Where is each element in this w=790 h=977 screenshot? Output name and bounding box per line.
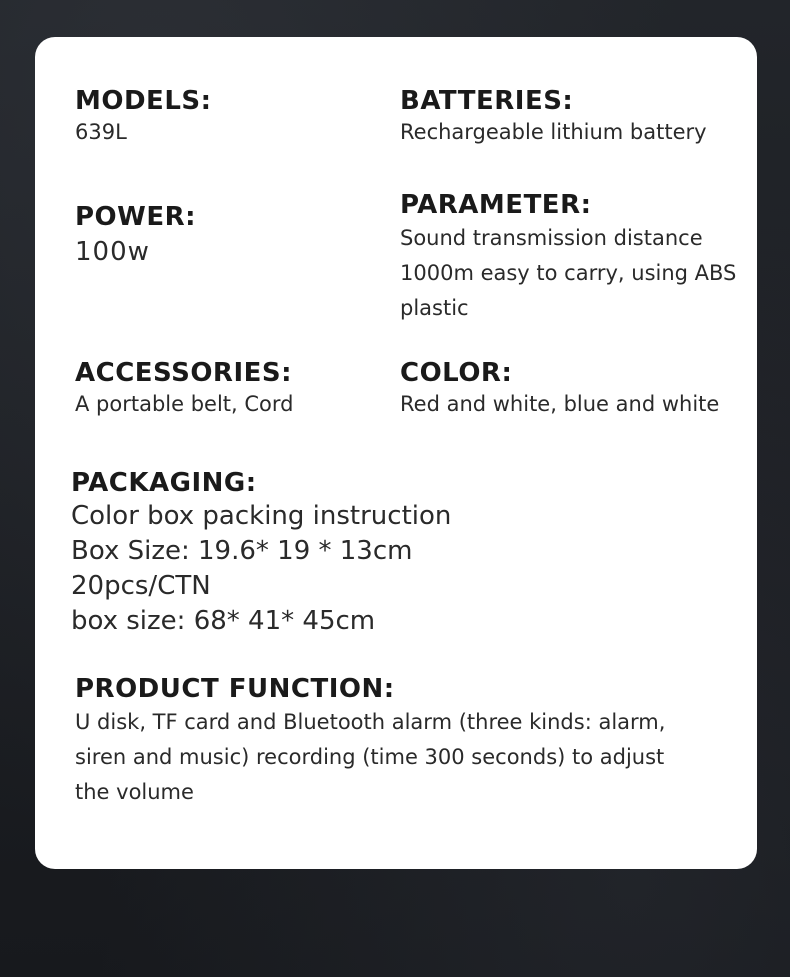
power-section (75, 201, 196, 271)
color-heading: COLOR: (400, 358, 513, 388)
parameter-line: plastic (400, 296, 469, 320)
product-function-line: U disk, TF card and Bluetooth alarm (three kinds: alarm, (75, 710, 666, 734)
packaging-line: Box Size: 19.6* 19 * 13cm (71, 536, 413, 566)
parameter-line: Sound transmission distance (400, 226, 703, 250)
product-function-heading: PRODUCT FUNCTION: (75, 674, 395, 704)
packaging-line: Color box packing instruction (71, 501, 452, 531)
packaging-line: box size: 68* 41* 45cm (71, 606, 376, 636)
batteries-heading: BATTERIES: (400, 86, 574, 116)
power-value: 100w (75, 237, 150, 267)
batteries-section (400, 85, 707, 147)
models-section (75, 85, 212, 147)
parameter-line: 1000m easy to carry, using ABS (400, 261, 737, 285)
batteries-value: Rechargeable lithium battery (400, 120, 707, 144)
models-value: 639L (75, 120, 127, 144)
packaging-section (71, 467, 451, 639)
color-section (400, 357, 719, 419)
color-value: Red and white, blue and white (400, 392, 720, 416)
product-function-line: the volume (75, 780, 194, 804)
product-function-line: siren and music) recording (time 300 seconds) to adjust (75, 745, 665, 769)
accessories-value: A portable belt, Cord (75, 392, 294, 416)
packaging-line: 20pcs/CTN (71, 571, 211, 601)
product-function-section (75, 673, 665, 810)
accessories-section (75, 357, 294, 419)
power-heading: POWER: (75, 202, 197, 232)
spec-card (35, 37, 757, 869)
packaging-heading: PACKAGING: (71, 468, 257, 498)
parameter-section (400, 189, 736, 326)
parameter-heading: PARAMETER: (400, 190, 592, 220)
models-heading: MODELS: (75, 86, 212, 116)
accessories-heading: ACCESSORIES: (75, 358, 293, 388)
